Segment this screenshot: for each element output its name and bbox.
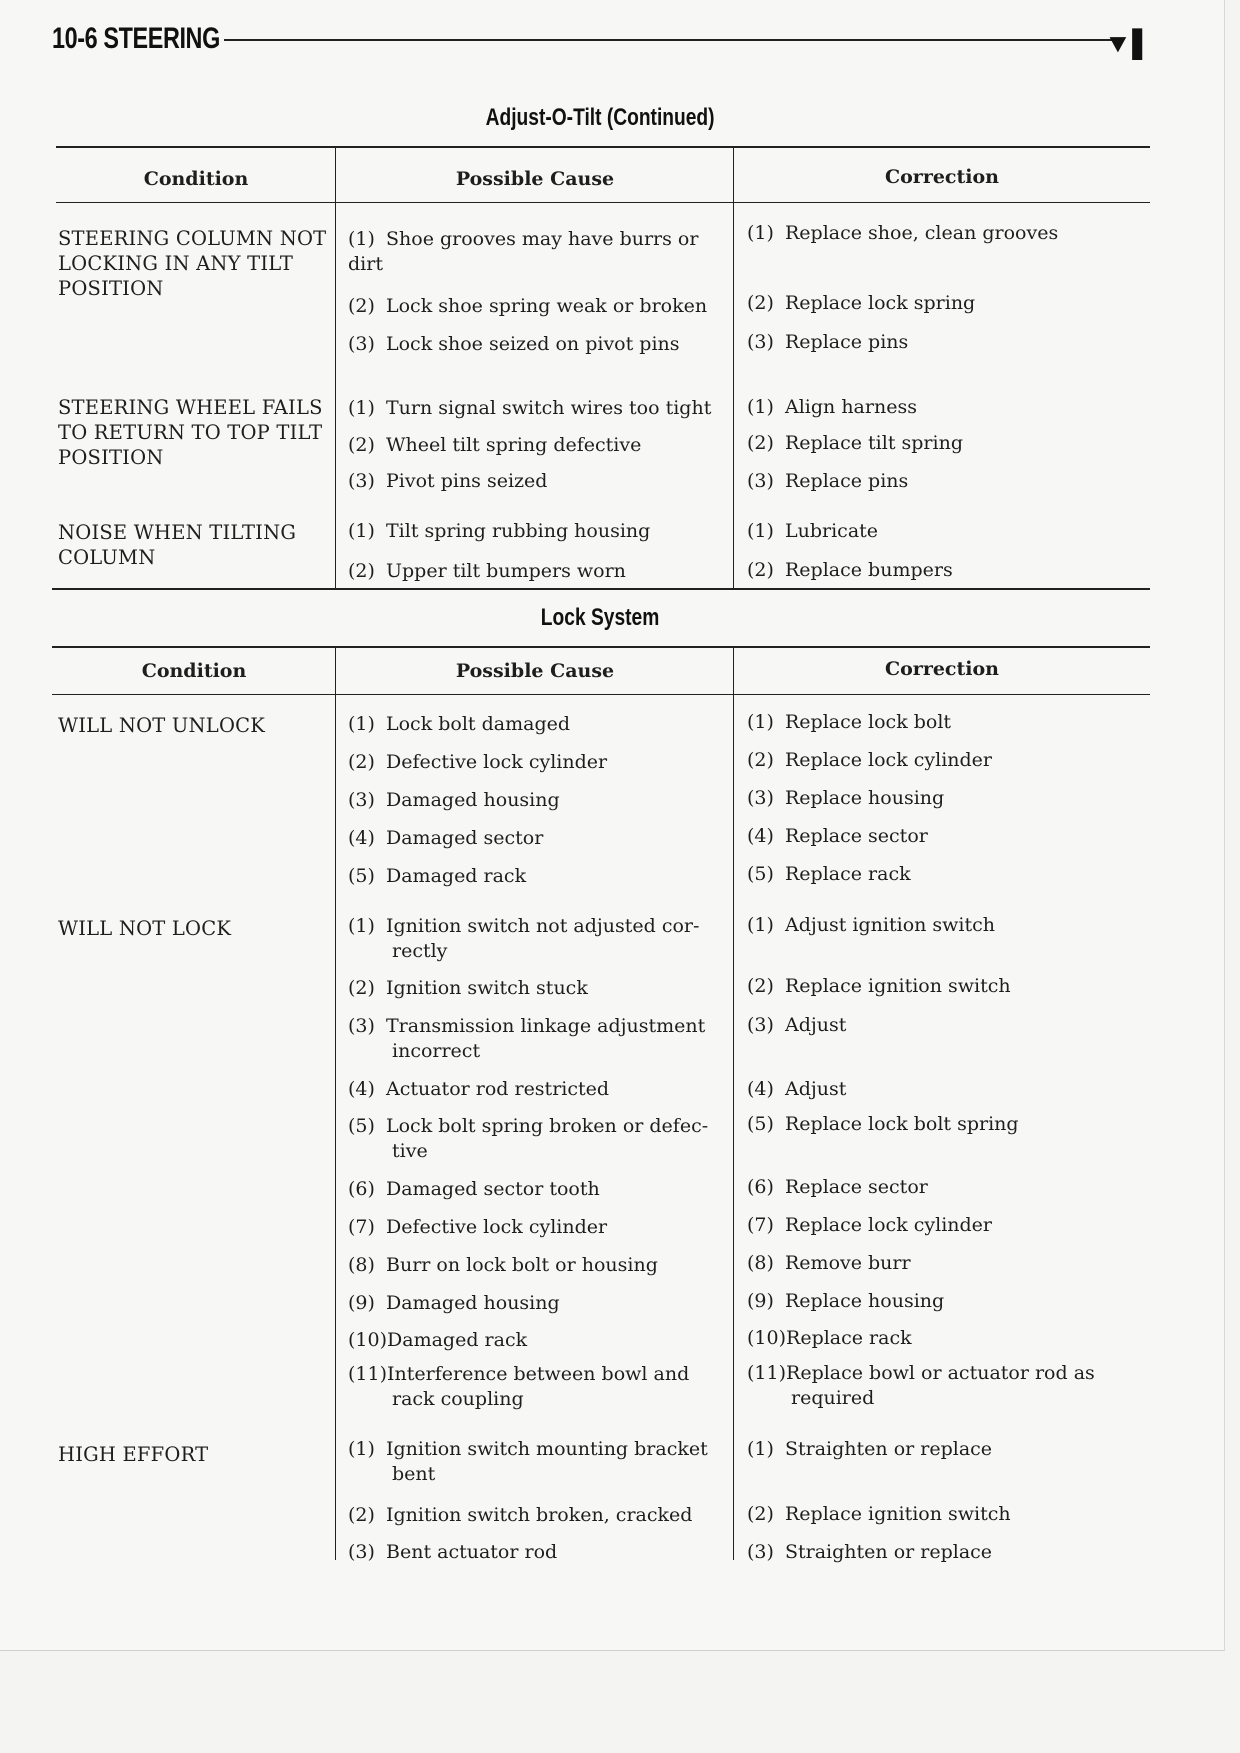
cause-item: (1) Turn signal switch wires too tight xyxy=(348,397,712,419)
cause-item: (1) Ignition switch not adjusted cor- rectly xyxy=(348,915,700,962)
header-rule xyxy=(224,39,1116,41)
cause-item: (2) Wheel tilt spring defective xyxy=(348,434,642,456)
correction-item: (7) Replace lock cylinder xyxy=(747,1214,993,1236)
table2-header-condition: Condition xyxy=(141,660,247,682)
cause-item: (1) Shoe grooves may have burrs or dirt xyxy=(348,228,699,275)
correction-item: (1) Adjust ignition switch xyxy=(747,914,996,936)
table1-header-correction: Correction xyxy=(885,166,999,188)
condition-label: STEERING COLUMN NOT LOCKING IN ANY TILT POSITION xyxy=(58,227,327,300)
correction-item: (3) Replace housing xyxy=(747,787,945,809)
cause-item: (3) Transmission linkage adjustment incorrect xyxy=(348,1015,706,1062)
cause-item: (2) Upper tilt bumpers worn xyxy=(348,560,626,582)
table1-header-condition: Condition xyxy=(143,168,249,190)
cause-item: (2) Defective lock cylinder xyxy=(348,751,608,773)
correction-item: (1) Align harness xyxy=(747,396,917,418)
correction-item: (5) Replace rack xyxy=(747,863,911,885)
table1-header-rule xyxy=(56,202,1150,203)
correction-item: (1) Straighten or replace xyxy=(747,1438,993,1460)
condition-label: WILL NOT UNLOCK xyxy=(58,714,266,737)
correction-item: (8) Remove burr xyxy=(747,1252,911,1274)
table2-top-rule xyxy=(52,646,1150,648)
condition-label: WILL NOT LOCK xyxy=(58,917,232,940)
cause-item: (8) Burr on lock bolt or housing xyxy=(348,1254,658,1276)
page-title: 10-6 STEERING xyxy=(52,22,220,55)
table1-title: Adjust-O-Tilt (Continued) xyxy=(485,104,715,131)
correction-item: (3) Straighten or replace xyxy=(747,1541,993,1563)
cause-item: (10)Damaged rack xyxy=(348,1329,528,1351)
cause-item: (11)Interference between bowl and rack coupling xyxy=(348,1363,690,1410)
cause-item: (7) Defective lock cylinder xyxy=(348,1216,608,1238)
table2-title: Lock System xyxy=(540,604,660,631)
table1-header-cause: Possible Cause xyxy=(455,168,615,190)
cause-item: (3) Damaged housing xyxy=(348,789,560,811)
table2-header-rule xyxy=(52,694,1150,695)
cause-item: (3) Pivot pins seized xyxy=(348,470,548,492)
table1-bottom-rule xyxy=(52,588,1150,590)
correction-item: (9) Replace housing xyxy=(747,1290,945,1312)
table1-top-rule xyxy=(56,146,1150,148)
correction-item: (2) Replace lock cylinder xyxy=(747,749,993,771)
correction-item: (3) Replace pins xyxy=(747,331,909,353)
cause-item: (5) Damaged rack xyxy=(348,865,527,887)
table2-header-cause: Possible Cause xyxy=(455,660,615,682)
correction-item: (3) Replace pins xyxy=(747,470,909,492)
condition-label: STEERING WHEEL FAILS TO RETURN TO TOP TILT POSITION xyxy=(58,396,323,469)
cause-item: (3) Lock shoe seized on pivot pins xyxy=(348,333,680,355)
correction-item: (5) Replace lock bolt spring xyxy=(747,1113,1019,1135)
condition-label: NOISE WHEN TILTING COLUMN xyxy=(58,521,297,569)
correction-item: (1) Replace lock bolt xyxy=(747,711,952,733)
cause-item: (5) Lock bolt spring broken or defec- tive xyxy=(348,1115,709,1162)
cause-item: (1) Tilt spring rubbing housing xyxy=(348,520,651,542)
page-header xyxy=(52,22,1153,62)
correction-item: (6) Replace sector xyxy=(747,1176,928,1198)
correction-item: (1) Lubricate xyxy=(747,520,879,542)
cause-item: (3) Bent actuator rod xyxy=(348,1541,558,1563)
cause-item: (6) Damaged sector tooth xyxy=(348,1178,600,1200)
correction-item: (2) Replace ignition switch xyxy=(747,975,1011,997)
condition-label: HIGH EFFORT xyxy=(58,1443,209,1466)
correction-item: (2) Replace tilt spring xyxy=(747,432,963,454)
page-corner-mark: ▼▌ xyxy=(1103,28,1153,58)
table2-col-divider-1 xyxy=(335,646,336,1560)
cause-item: (1) Ignition switch mounting bracket bent xyxy=(348,1438,708,1485)
correction-item: (2) Replace bumpers xyxy=(747,559,953,581)
cause-item: (9) Damaged housing xyxy=(348,1292,560,1314)
cause-item: (2) Ignition switch broken, cracked xyxy=(348,1504,693,1526)
cause-item: (4) Damaged sector xyxy=(348,827,544,849)
cause-item: (1) Lock bolt damaged xyxy=(348,713,571,735)
correction-item: (1) Replace shoe, clean grooves xyxy=(747,222,1059,244)
table2-header-correction: Correction xyxy=(885,658,999,680)
correction-item: (2) Replace ignition switch xyxy=(747,1503,1011,1525)
correction-item: (3) Adjust xyxy=(747,1014,847,1036)
correction-item: (11)Replace bowl or actuator rod as required xyxy=(747,1362,1095,1409)
correction-item: (4) Adjust xyxy=(747,1078,847,1100)
cause-item: (2) Ignition switch stuck xyxy=(348,977,588,999)
correction-item: (4) Replace sector xyxy=(747,825,928,847)
cause-item: (4) Actuator rod restricted xyxy=(348,1078,610,1100)
correction-item: (10)Replace rack xyxy=(747,1327,912,1349)
cause-item: (2) Lock shoe spring weak or broken xyxy=(348,295,708,317)
table2-col-divider-2 xyxy=(733,646,734,1560)
table1-col-divider-1 xyxy=(335,146,336,588)
correction-item: (2) Replace lock spring xyxy=(747,292,976,314)
